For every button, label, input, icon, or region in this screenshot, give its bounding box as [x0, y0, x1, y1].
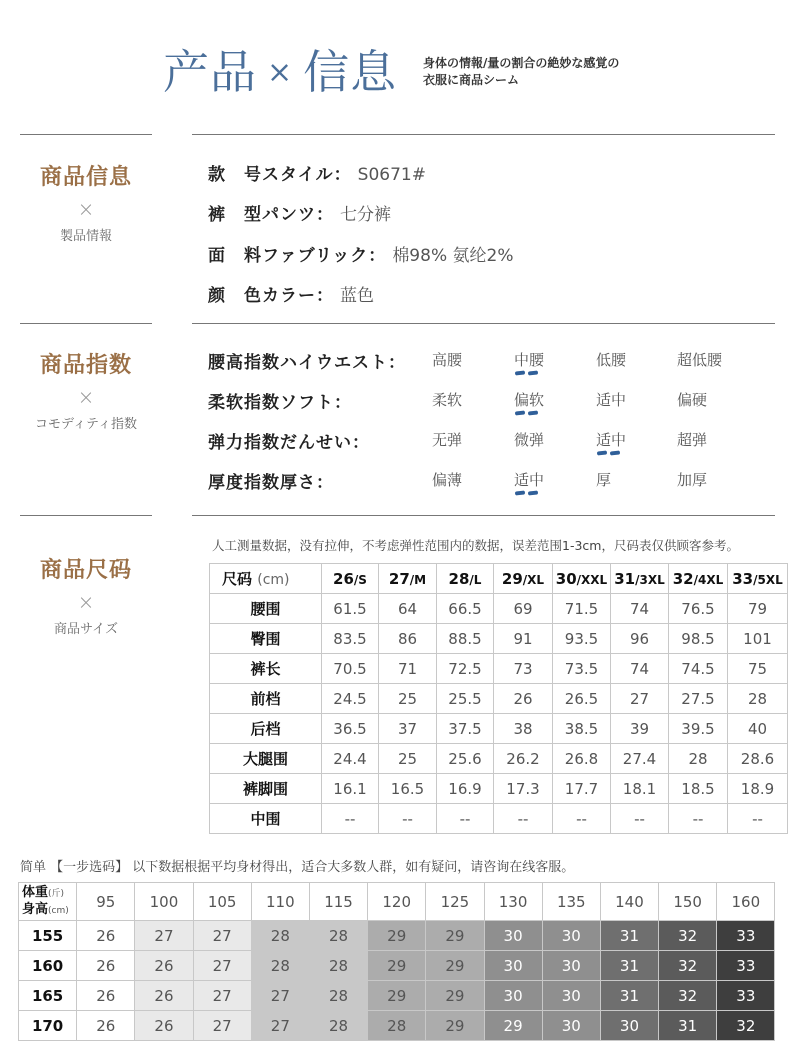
corner-unit: (cm) — [257, 572, 290, 588]
table-cell: 26 — [135, 1011, 193, 1041]
index-option — [596, 349, 626, 370]
table-row — [210, 624, 788, 654]
table-row — [210, 744, 788, 774]
index-option-label: 厚 — [596, 471, 612, 489]
table-cell: 26.8 — [553, 744, 611, 774]
picker-note: 简单 【一步选码】 以下数据根据平均身材得出，适合大多数人群，如有疑问，请咨询在线客服。 — [20, 860, 575, 875]
page-title — [163, 36, 397, 102]
index-option — [596, 389, 626, 410]
index-option — [677, 349, 722, 370]
size-tag: /XXL — [576, 572, 608, 587]
height-label: 身高 — [22, 901, 49, 917]
corner-label: 尺码 — [222, 570, 253, 588]
section-label-product-info — [20, 160, 152, 244]
table-cell: 31 — [659, 1011, 717, 1041]
size-column-header — [494, 564, 553, 594]
index-option-label: 偏软 — [514, 391, 545, 409]
table-cell: -- — [494, 804, 553, 834]
table-cell: 74.5 — [669, 654, 728, 684]
table-cell: 72.5 — [437, 654, 494, 684]
table-cell: 29 — [368, 951, 426, 981]
info-key: 颜 色カラー： — [208, 286, 334, 306]
table-cell: 26 — [77, 951, 135, 981]
table-cell: 64 — [379, 594, 437, 624]
table-cell: 30 — [542, 951, 600, 981]
weight-header: 100 — [135, 883, 193, 921]
size-table-corner — [210, 564, 322, 594]
index-key: 厚度指数厚さ： — [208, 473, 334, 493]
table-cell: 61.5 — [322, 594, 379, 624]
index-option-label: 适中 — [596, 391, 627, 409]
table-cell: 24.4 — [322, 744, 379, 774]
table-cell: 75 — [728, 654, 788, 684]
section-title: 商品尺码 — [39, 558, 132, 583]
table-cell: 71 — [379, 654, 437, 684]
size-column-header — [611, 564, 669, 594]
table-cell: 91 — [494, 624, 553, 654]
table-cell: 25.5 — [437, 684, 494, 714]
height-header: 165 — [19, 981, 77, 1011]
table-cell: 26.5 — [553, 684, 611, 714]
weight-header: 95 — [77, 883, 135, 921]
table-cell: 69 — [494, 594, 553, 624]
section-subtitle: 製品情報 — [59, 229, 112, 244]
height-header: 160 — [19, 951, 77, 981]
table-row — [210, 804, 788, 834]
table-cell: 29 — [368, 921, 426, 951]
table-cell: 29 — [426, 1011, 484, 1041]
info-row-fabric — [208, 241, 513, 266]
size-number: 29 — [501, 569, 523, 588]
index-option-label: 超弹 — [677, 431, 708, 449]
size-column-header — [728, 564, 788, 594]
row-header: 后档 — [210, 714, 322, 744]
table-cell: -- — [437, 804, 494, 834]
row-header: 腰围 — [210, 594, 322, 624]
table-row — [19, 921, 775, 951]
section-subtitle: コモディティ指数 — [35, 417, 137, 432]
table-cell: 36.5 — [322, 714, 379, 744]
selected-mark-icon — [596, 451, 622, 455]
size-number: 32 — [672, 569, 694, 588]
table-cell: 32 — [659, 981, 717, 1011]
cross-icon: × — [77, 385, 95, 409]
table-cell: 29 — [426, 981, 484, 1011]
table-cell: 98.5 — [669, 624, 728, 654]
info-key: 裤 型パンツ： — [208, 205, 334, 225]
info-value: S0671# — [357, 165, 426, 185]
table-cell: 27.4 — [611, 744, 669, 774]
index-option-label: 偏硬 — [677, 391, 708, 409]
index-option — [596, 469, 611, 490]
divider-right-2 — [192, 323, 775, 324]
table-row — [19, 1011, 775, 1041]
title-cross: × — [267, 55, 294, 90]
index-option — [677, 469, 707, 490]
index-option-label: 偏薄 — [432, 471, 463, 489]
size-column-header — [322, 564, 379, 594]
table-cell: 30 — [484, 981, 542, 1011]
table-cell: -- — [669, 804, 728, 834]
index-option-label: 低腰 — [596, 351, 627, 369]
size-tag: /L — [469, 572, 482, 587]
table-cell: 28 — [309, 981, 367, 1011]
size-tag: /5XL — [753, 572, 783, 587]
table-row — [210, 714, 788, 744]
index-key: 腰高指数ハイウエスト： — [208, 353, 406, 373]
section-subtitle: 商品サイズ — [54, 622, 118, 637]
size-table-header — [210, 564, 788, 594]
index-option-selected — [514, 469, 544, 490]
table-cell: 28 — [309, 1011, 367, 1041]
table-cell: 37.5 — [437, 714, 494, 744]
table-cell: 70.5 — [322, 654, 379, 684]
table-cell: 27 — [135, 921, 193, 951]
table-row — [210, 594, 788, 624]
table-cell: 18.9 — [728, 774, 788, 804]
index-key: 弹力指数だんせい： — [208, 433, 370, 453]
section-title: 商品指数 — [39, 353, 132, 378]
weight-header: 150 — [659, 883, 717, 921]
table-cell: 38.5 — [553, 714, 611, 744]
index-option-label: 微弹 — [514, 431, 545, 449]
info-row-style — [208, 160, 426, 185]
info-row-pants — [208, 200, 391, 225]
table-cell: 30 — [600, 1011, 658, 1041]
info-row-color — [208, 281, 374, 306]
table-cell: 27 — [193, 951, 251, 981]
table-cell: 40 — [728, 714, 788, 744]
weight-header: 160 — [717, 883, 775, 921]
title-left: 产品 — [163, 45, 257, 99]
table-cell: 26.2 — [494, 744, 553, 774]
table-cell: 17.3 — [494, 774, 553, 804]
table-cell: 26 — [494, 684, 553, 714]
table-cell: 25.6 — [437, 744, 494, 774]
index-option — [432, 349, 462, 370]
table-cell: 28 — [368, 1011, 426, 1041]
index-option-label: 适中 — [596, 431, 627, 449]
table-cell: 28 — [251, 951, 309, 981]
table-cell: 28 — [669, 744, 728, 774]
table-cell: 30 — [542, 981, 600, 1011]
index-option — [432, 429, 462, 450]
row-header: 大腿围 — [210, 744, 322, 774]
weight-header: 125 — [426, 883, 484, 921]
table-cell: 73.5 — [553, 654, 611, 684]
index-option-selected — [514, 349, 544, 370]
row-header: 前档 — [210, 684, 322, 714]
table-cell: 73 — [494, 654, 553, 684]
selected-mark-icon — [514, 491, 540, 495]
table-cell: 29 — [368, 981, 426, 1011]
table-cell: 37 — [379, 714, 437, 744]
table-cell: 86 — [379, 624, 437, 654]
table-cell: 25 — [379, 684, 437, 714]
section-title: 商品信息 — [39, 165, 132, 190]
section-label-product-size — [20, 553, 152, 637]
table-cell: 93.5 — [553, 624, 611, 654]
table-cell: 32 — [717, 1011, 775, 1041]
table-cell: 30 — [542, 921, 600, 951]
height-unit: (cm) — [48, 905, 69, 916]
title-right: 信息 — [303, 45, 398, 99]
table-cell: -- — [322, 804, 379, 834]
size-number: 33 — [732, 569, 754, 588]
table-cell: 76.5 — [669, 594, 728, 624]
size-number: 27 — [388, 569, 410, 588]
size-column-header — [379, 564, 437, 594]
size-column-header — [437, 564, 494, 594]
size-number: 28 — [448, 569, 470, 588]
table-cell: 39.5 — [669, 714, 728, 744]
row-header: 裤长 — [210, 654, 322, 684]
table-cell: 16.5 — [379, 774, 437, 804]
table-cell: 27 — [251, 1011, 309, 1041]
size-tag: /3XL — [635, 572, 665, 587]
table-cell: 16.1 — [322, 774, 379, 804]
table-cell: 27 — [611, 684, 669, 714]
table-cell: 24.5 — [322, 684, 379, 714]
index-option — [677, 429, 707, 450]
subtitle-line-1: 身体の情報/量の割合の絶妙な感覚の — [423, 56, 620, 70]
info-value: 棉98% 氨纶2% — [392, 246, 514, 266]
subtitle-line-2: 衣服に商品シーム — [423, 73, 520, 87]
table-cell: 28 — [309, 921, 367, 951]
index-option-label: 超低腰 — [677, 351, 723, 369]
divider-left-1 — [20, 134, 152, 135]
table-cell: 26 — [77, 921, 135, 951]
picker-corner — [19, 883, 77, 921]
info-key: 款 号スタイル： — [208, 165, 352, 185]
table-cell: 27 — [251, 981, 309, 1011]
index-option-label: 柔软 — [432, 391, 463, 409]
size-table — [209, 563, 788, 834]
table-cell: 29 — [426, 921, 484, 951]
row-header: 中围 — [210, 804, 322, 834]
table-cell: 17.7 — [553, 774, 611, 804]
table-cell: 16.9 — [437, 774, 494, 804]
table-cell: 26 — [135, 981, 193, 1011]
section-label-product-index — [20, 348, 152, 432]
table-cell: 26 — [135, 951, 193, 981]
index-option-selected — [514, 389, 544, 410]
index-option-label: 加厚 — [677, 471, 708, 489]
index-option — [514, 429, 544, 450]
table-cell: 29 — [426, 951, 484, 981]
table-cell: 27 — [193, 981, 251, 1011]
index-option-label: 高腰 — [432, 351, 463, 369]
height-header: 170 — [19, 1011, 77, 1041]
size-tag: /4XL — [693, 572, 724, 587]
height-header: 155 — [19, 921, 77, 951]
table-row — [210, 774, 788, 804]
table-cell: 28 — [251, 921, 309, 951]
table-row — [19, 981, 775, 1011]
table-cell: 28.6 — [728, 744, 788, 774]
weight-header: 120 — [368, 883, 426, 921]
table-cell: 27 — [193, 921, 251, 951]
cross-icon: × — [77, 590, 95, 614]
weight-header: 130 — [484, 883, 542, 921]
index-key: 柔软指数ソフト： — [208, 393, 352, 413]
table-cell: 27 — [193, 1011, 251, 1041]
table-cell: 101 — [728, 624, 788, 654]
table-row — [210, 654, 788, 684]
table-cell: 31 — [600, 981, 658, 1011]
table-cell: 38 — [494, 714, 553, 744]
index-option-label: 无弹 — [432, 431, 463, 449]
table-cell: -- — [611, 804, 669, 834]
size-column-header — [669, 564, 728, 594]
row-header: 臀围 — [210, 624, 322, 654]
index-option — [432, 469, 462, 490]
weight-label: 体重 — [22, 884, 49, 900]
weight-unit: (斤) — [48, 888, 65, 899]
table-cell: 66.5 — [437, 594, 494, 624]
table-cell: 39 — [611, 714, 669, 744]
info-value: 七分裤 — [340, 205, 391, 225]
table-cell: 26 — [77, 1011, 135, 1041]
selected-mark-icon — [514, 411, 540, 415]
index-option-selected — [596, 429, 626, 450]
divider-right-1 — [192, 134, 775, 135]
table-cell: 25 — [379, 744, 437, 774]
table-cell: 28 — [728, 684, 788, 714]
table-cell: -- — [553, 804, 611, 834]
table-cell: 33 — [717, 921, 775, 951]
table-cell: 74 — [611, 654, 669, 684]
divider-left-2 — [20, 323, 152, 324]
table-cell: 30 — [484, 951, 542, 981]
table-cell: 32 — [659, 951, 717, 981]
table-cell: 74 — [611, 594, 669, 624]
size-number: 31 — [614, 569, 636, 588]
table-cell: 27.5 — [669, 684, 728, 714]
size-column-header — [553, 564, 611, 594]
info-value: 蓝色 — [340, 286, 374, 306]
size-tag: /S — [353, 572, 367, 587]
size-picker-table — [18, 882, 775, 1041]
table-cell: 18.1 — [611, 774, 669, 804]
table-cell: 33 — [717, 951, 775, 981]
table-cell: 18.5 — [669, 774, 728, 804]
table-cell: 96 — [611, 624, 669, 654]
table-cell: 79 — [728, 594, 788, 624]
info-key: 面 料ファブリック： — [208, 246, 387, 266]
size-number: 30 — [555, 569, 577, 588]
weight-header: 140 — [600, 883, 658, 921]
table-cell: 88.5 — [437, 624, 494, 654]
size-note: 人工测量数据，没有拉伸，不考虑弹性范围内的数据，误差范围1-3cm，尺码表仅供顾客参考。 — [212, 538, 739, 553]
index-option-label: 中腰 — [514, 351, 545, 369]
size-tag: /M — [409, 572, 427, 587]
table-cell: 32 — [659, 921, 717, 951]
cross-icon: × — [77, 197, 95, 221]
table-cell: 30 — [484, 921, 542, 951]
table-cell: 28 — [309, 951, 367, 981]
table-cell: -- — [379, 804, 437, 834]
row-header: 裤脚围 — [210, 774, 322, 804]
weight-header: 115 — [309, 883, 367, 921]
table-cell: 31 — [600, 951, 658, 981]
table-row — [19, 951, 775, 981]
table-cell: 31 — [600, 921, 658, 951]
table-cell: 30 — [542, 1011, 600, 1041]
page-subtitle — [423, 55, 619, 89]
picker-header-row — [19, 883, 775, 921]
selected-mark-icon — [514, 371, 540, 375]
index-option — [677, 389, 707, 410]
index-option — [432, 389, 462, 410]
index-option-label: 适中 — [514, 471, 545, 489]
table-cell: 33 — [717, 981, 775, 1011]
divider-right-3 — [192, 515, 775, 516]
size-number: 26 — [333, 569, 354, 588]
size-tag: /XL — [522, 572, 545, 587]
weight-header: 105 — [193, 883, 251, 921]
table-row — [210, 684, 788, 714]
weight-header: 135 — [542, 883, 600, 921]
table-cell: -- — [728, 804, 788, 834]
table-cell: 26 — [77, 981, 135, 1011]
table-cell: 83.5 — [322, 624, 379, 654]
weight-header: 110 — [251, 883, 309, 921]
table-cell: 29 — [484, 1011, 542, 1041]
table-cell: 71.5 — [553, 594, 611, 624]
divider-left-3 — [20, 515, 152, 516]
